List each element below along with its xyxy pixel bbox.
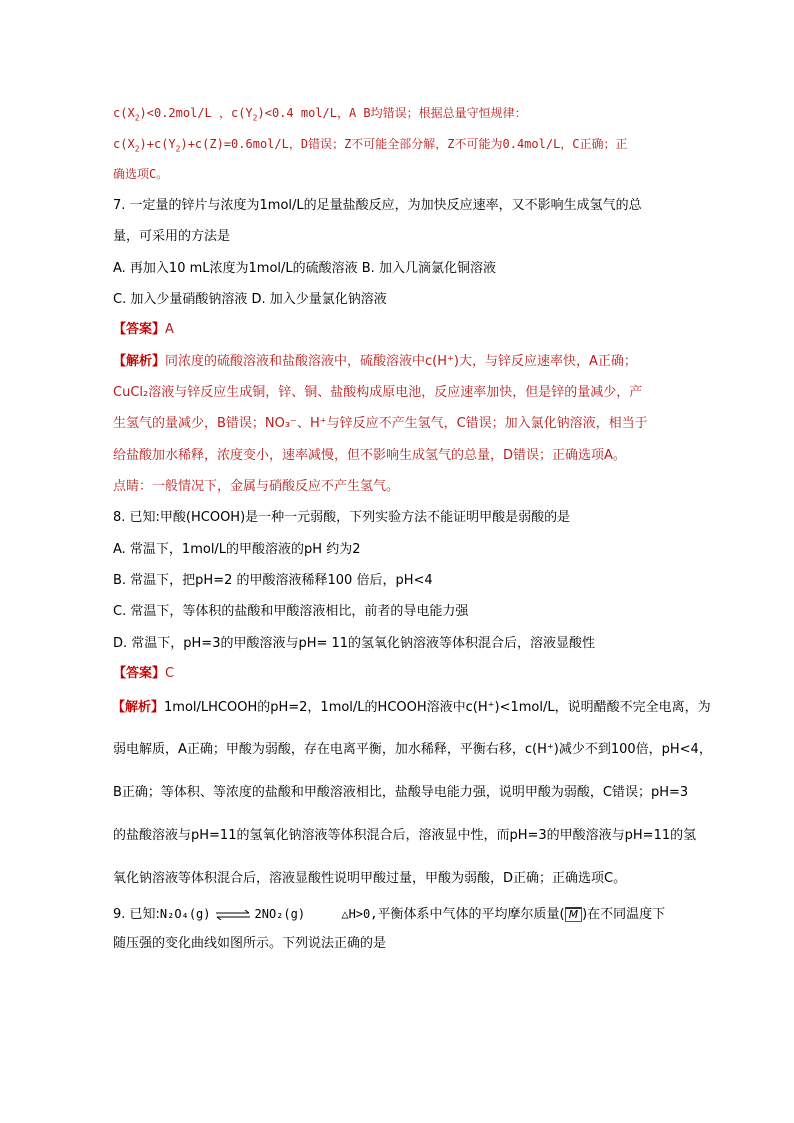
question-7-answer [113, 321, 174, 339]
explanation-text: 同浓度的硫酸溶液和盐酸溶液中，硫酸溶液中c(H⁺)大，与锌反应速率快，A正确； [165, 354, 637, 369]
explanation-line: CuCl₂溶液与锌反应生成铜，锌、铜、盐酸构成原电池，反应速率加快，但是锌的量减少，产 [113, 385, 643, 400]
question-8-stem: 8. 已知:甲酸(HCOOH)是一种一元弱酸，下列实验方法不能证明甲酸是弱酸的是 [113, 510, 571, 525]
explanation-text: 1mol/LHCOOH的pH=2，1mol/L的HCOOH溶液中c(H⁺)<1mol/L，说明醋酸不完全电离，为 [164, 700, 711, 715]
question-8-option-a: A. 常温下，1mol/L的甲酸溶液的pH 约为2 [113, 542, 361, 557]
question-8-option-c: C. 常温下，等体积的盐酸和甲酸溶液相比，前者的导电能力强 [113, 604, 469, 619]
question-8-option-d: D. 常温下，pH=3的甲酸溶液与pH= 11的氢氧化钠溶液等体积混合后，溶液显酸性 [113, 636, 596, 651]
answer-value: A [165, 322, 174, 337]
answer-value: C [165, 666, 175, 681]
equilibrium-arrow-icon [215, 910, 251, 920]
subscript: 2 [175, 144, 181, 154]
text-fragment: )<0.4 mol/L，A B均错误；根据总量守恒规律： [257, 106, 527, 120]
explanation-line: 生氢气的量减少，B错误；NO₃⁻、H⁺与锌反应不产生氢气，C错误；加入氯化钠溶液，相当于 [113, 416, 648, 431]
product: 2NO₂(g) [254, 907, 306, 921]
text-line [113, 104, 527, 127]
mean-molar-mass-symbol: M [565, 907, 583, 922]
explanation-line: B正确；等体积、等浓度的盐酸和甲酸溶液相比，盐酸导电能力强，说明甲酸为弱酸，C错误；pH=3 [113, 785, 689, 800]
text-fragment: )<0.2mol/L ，c(Y [139, 106, 253, 120]
text-fragment: c(X [113, 106, 135, 120]
reactant: N₂O₄(g) [159, 907, 211, 921]
question-9-stem [113, 905, 665, 924]
explanation-tag: 【解析】 [112, 700, 165, 715]
question-7-stem: 7. 一定量的锌片与浓度为1mol/L的足量盐酸反应，为加快反应速率，又不影响生成氢气的总 [113, 198, 642, 213]
explanation-note: 点睛：一般情况下，金属与硝酸反应不产生氢气。 [113, 479, 400, 494]
subscript: 2 [252, 113, 258, 123]
question-7-options-cd: C. 加入少量硝酸钠溶液 D. 加入少量氯化钠溶液 [113, 292, 387, 307]
question-7-explanation [113, 353, 637, 371]
explanation-line: 给盐酸加水稀释，浓度变小，速率减慢，但不影响生成氢气的总量，D错误；正确选项A。 [113, 448, 626, 463]
question-8-answer [113, 665, 174, 683]
text-fragment: )+c(Z)=0.6mol/L，D错误；Z不可能全部分解，Z不可能为0.4mol/L，C正确；正 [180, 137, 628, 151]
explanation-line: 弱电解质，A正确；甲酸为弱酸，存在电离平衡，加水稀释，平衡右移，c(H⁺)减少不到100倍，pH<4， [113, 742, 712, 757]
answer-tag: 【答案】 [113, 666, 166, 681]
text-fragment: 平衡体系中气体的平均摩尔质量( [377, 907, 565, 922]
question-8-explanation [112, 699, 711, 717]
text-fragment: )+c(Y [139, 137, 176, 151]
question-7-options-ab: A. 再加入10 mL浓度为1mol/L的硫酸溶液 B. 加入几滴氯化铜溶液 [113, 261, 496, 276]
text-fragment: c(X [113, 137, 135, 151]
text-fragment: 9. 已知: [113, 907, 160, 922]
text-line: 确选项C。 [113, 167, 169, 181]
subscript: 2 [134, 144, 140, 154]
subscript: 2 [134, 113, 140, 123]
explanation-line: 的盐酸溶液与pH=11的氢氧化钠溶液等体积混合后，溶液显中性，而pH=3的甲酸溶液与pH=11的氢 [113, 828, 697, 843]
enthalpy: △H>0, [341, 907, 378, 921]
question-9-stem-cont: 随压强的变化曲线如图所示。下列说法正确的是 [113, 936, 387, 951]
text-fragment: )在不同温度下 [582, 907, 666, 922]
explanation-line: 氧化钠溶液等体积混合后，溶液显酸性说明甲酸过量，甲酸为弱酸，D正确；正确选项C。 [113, 871, 627, 886]
explanation-tag: 【解析】 [113, 354, 166, 369]
answer-tag: 【答案】 [113, 322, 166, 337]
question-7-stem-cont: 量，可采用的方法是 [113, 229, 231, 244]
text-line [113, 135, 628, 158]
question-8-option-b: B. 常温下，把pH=2 的甲酸溶液稀释100 倍后，pH<4 [113, 573, 433, 588]
